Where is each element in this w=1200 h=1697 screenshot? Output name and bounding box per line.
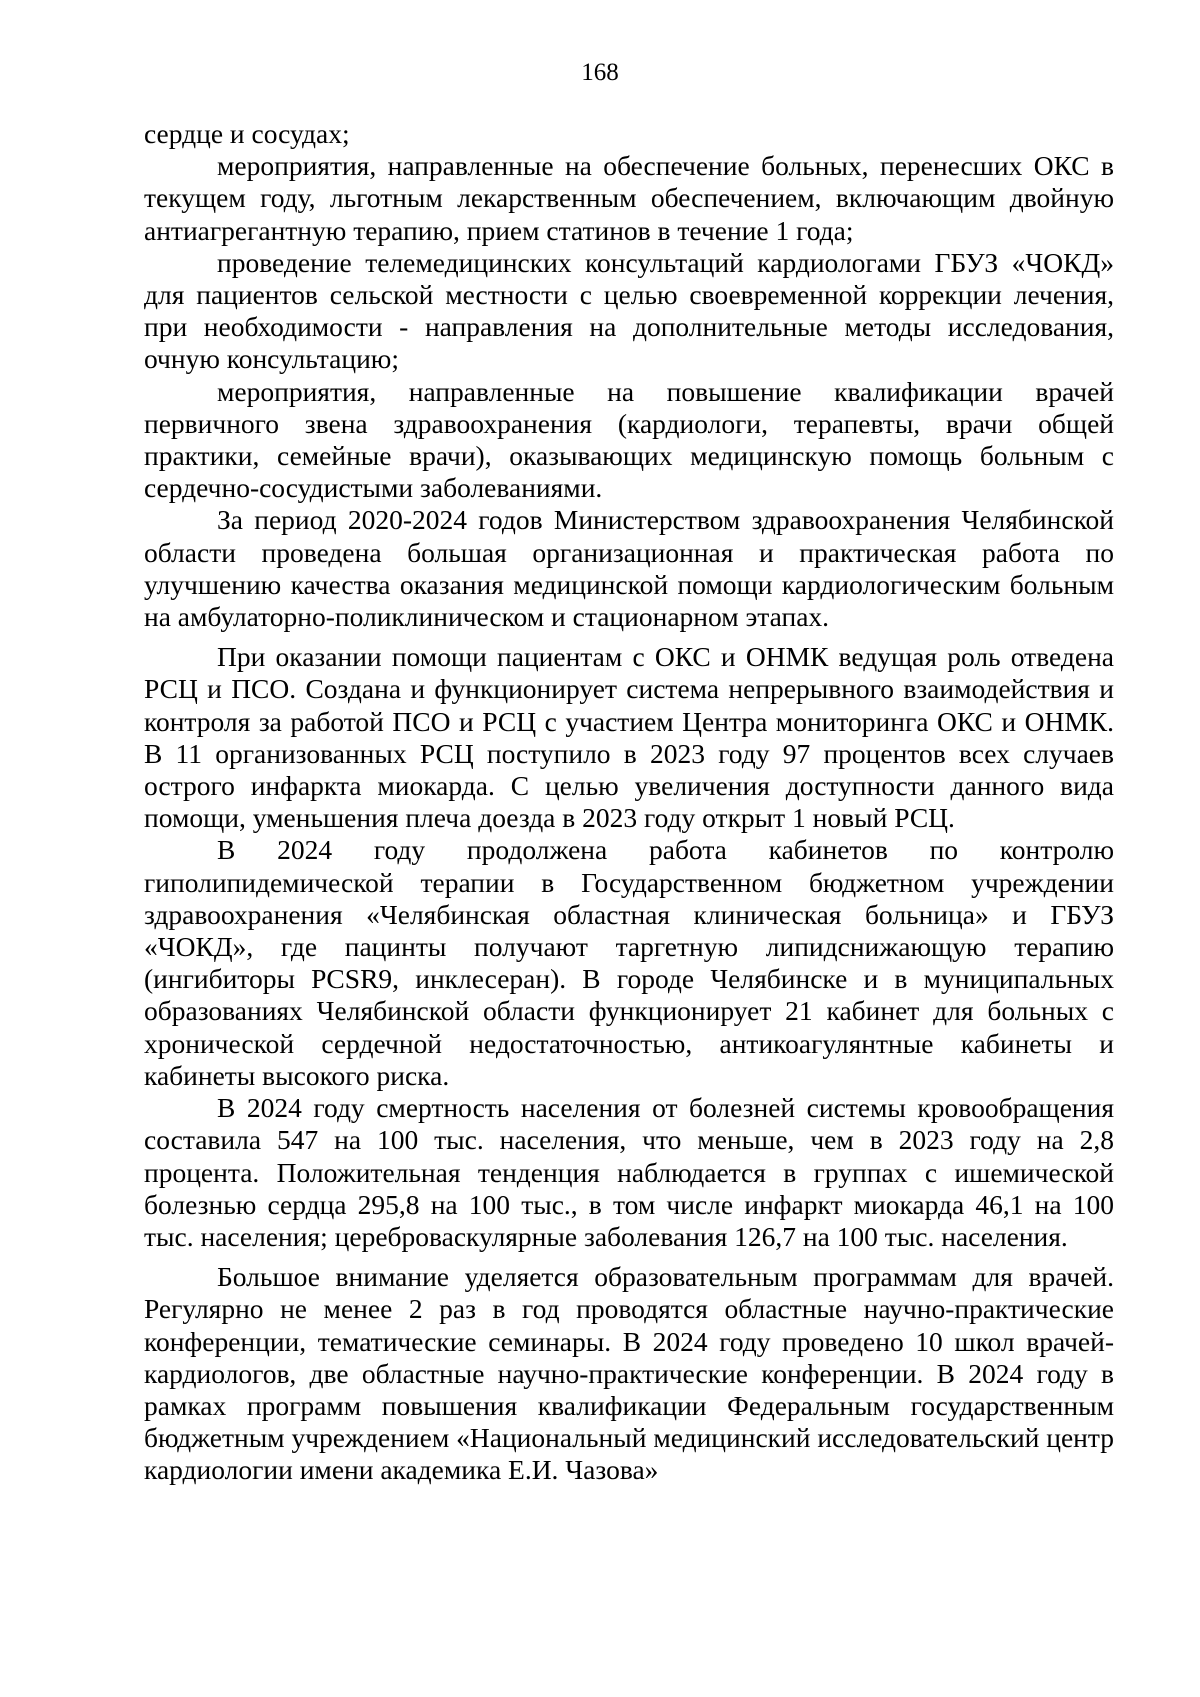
paragraph-5: За период 2020-2024 годов Министерством здравоохранения Челябинской области проведена большая организационная и практическая работа по улучшению качества оказания медицинской помощи кардиологическим больным на амбулаторно-поликлиническом и стационарном этапах. (144, 504, 1114, 633)
paragraph-4: мероприятия, направленные на повышение квалификации врачей первичного звена здравоохранения (кардиологи, терапевты, врачи общей практики, семейные врачи), оказывающих медицинскую помощь больным с сердечно-сосудистыми заболеваниями. (144, 375, 1114, 504)
paragraph-6: При оказании помощи пациентам с ОКС и ОНМК ведущая роль отведена РСЦ и ПСО. Создана и функционирует система непрерывного взаимодействия и контроля за работой ПСО и РСЦ с участием Центра мониторинга ОКС и ОНМК. В 11 организованных РСЦ поступило в 2023 году 97 процентов всех случаев острого инфаркта миокарда. С целью увеличения доступности данного вида помощи, уменьшения плеча доезда в 2023 году открыт 1 новый РСЦ. (144, 641, 1114, 834)
paragraph-9: Большое внимание уделяется образовательным программам для врачей. Регулярно не менее 2 раз в год проводятся областные научно-практические конференции, тематические семинары. В 2024 году проведено 10 школ врачей- кардиологов, две областные научно-практические конференции. В 2024 году в рамках программ повышения квалификации Федеральным государственным бюджетным учреждением «Национальный медицинский исследовательский центр кардиологии имени академика Е.И. Чазова» (144, 1261, 1114, 1486)
paragraph-8: В 2024 году смертность населения от болезней системы кровообращения составила 547 на 100 тыс. населения, что меньше, чем в 2023 году на 2,8 процента. Положительная тенденция наблюдается в группах с ишемической болезнью сердца 295,8 на 100 тыс., в том числе инфаркт миокарда 46,1 на 100 тыс. населения; цереброваскулярные заболевания 126,7 на 100 тыс. населения. (144, 1092, 1114, 1252)
page-number: 168 (581, 59, 619, 86)
body-text (144, 118, 1114, 1487)
paragraph-7: В 2024 году продолжена работа кабинетов по контролю гиполипидемической терапии в Государственном бюджетном учреждении здравоохранения «Челябинская областная клиническая больница» и ГБУЗ «ЧОКД», где пацинты получают таргетную липидснижающую терапию (ингибиторы PCSR9, инклесеран). В городе Челябинске и в муниципальных образованиях Челябинской области функционирует 21 кабинет для больных с хронической сердечной недостаточностью, антикоагулянтные кабинеты и кабинеты высокого риска. (144, 834, 1114, 1091)
paragraph-1: сердце и сосудах; (144, 118, 350, 149)
paragraph-3: проведение телемедицинских консультаций кардиологами ГБУЗ «ЧОКД» для пациентов сельской местности с целью своевременной коррекции лечения, при необходимости - направления на дополнительные методы исследования, очную консультацию; (144, 246, 1114, 375)
paragraph-2: мероприятия, направленные на обеспечение больных, перенесших ОКС в текущем году, льготным лекарственным обеспечением, включающим двойную антиагрегантную терапию, прием статинов в течение 1 года; (144, 150, 1114, 246)
